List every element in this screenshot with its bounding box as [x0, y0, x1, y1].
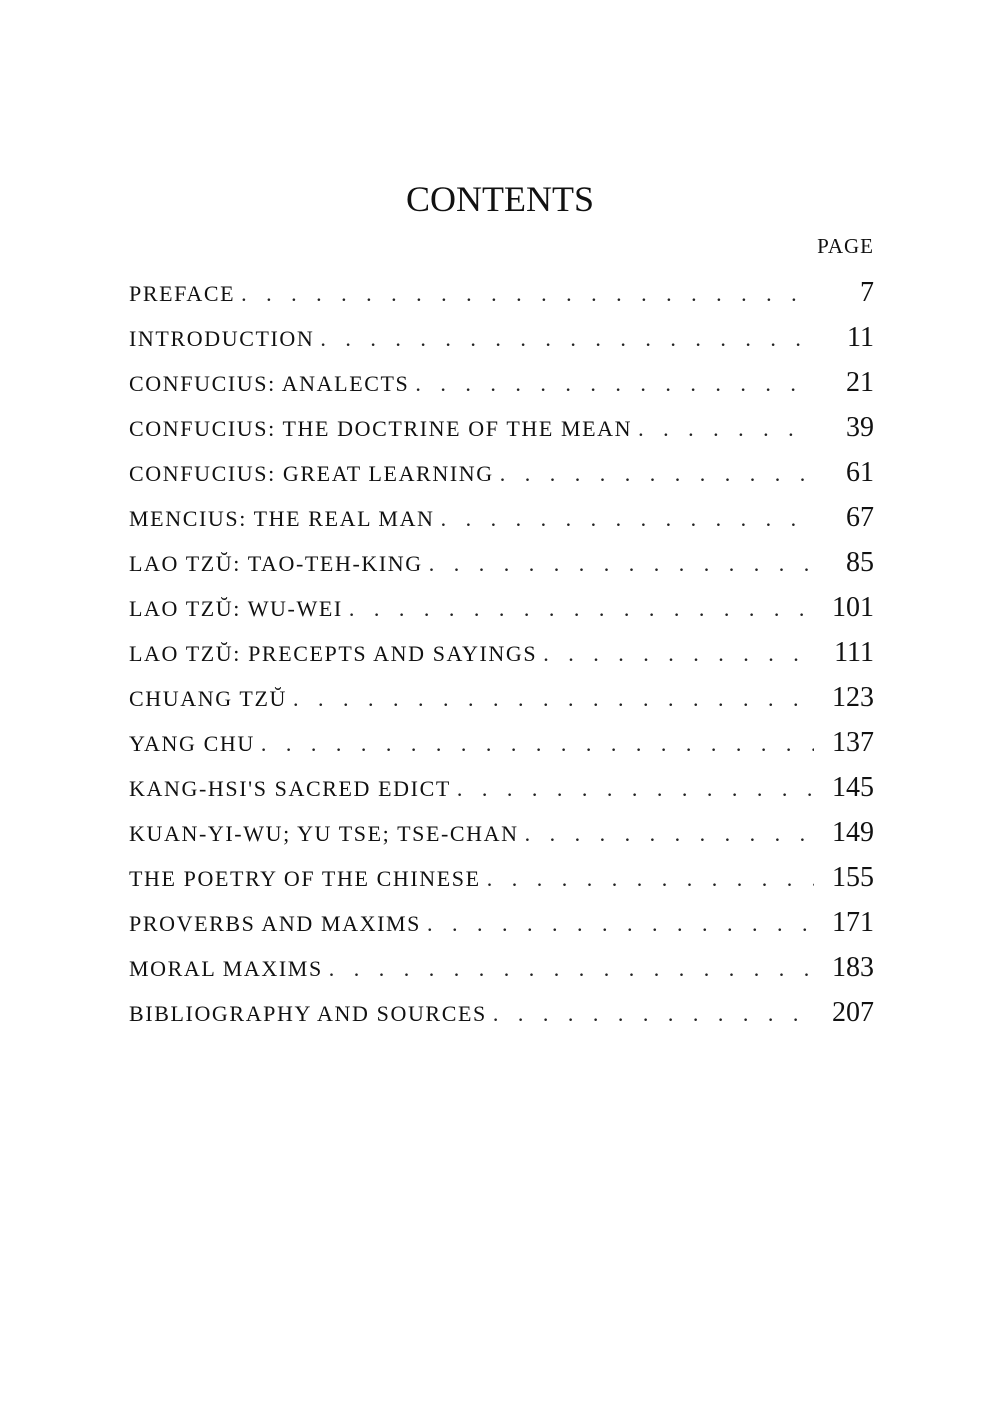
toc-entry-page: 145 — [832, 772, 874, 803]
toc-entry-introduction — [129, 315, 874, 360]
toc-entry-wu-wei — [129, 585, 874, 630]
dot-leader — [451, 766, 814, 811]
toc-entry-title: CONFUCIUS: GREAT LEARNING — [129, 461, 494, 486]
toc-entry-real-man — [129, 495, 874, 540]
dot-leader — [314, 316, 814, 361]
toc-entry-page: 183 — [832, 952, 874, 983]
page-column-label: PAGE — [817, 234, 874, 258]
dot-leader — [494, 451, 814, 496]
toc-entry-title: CHUANG TZŬ — [129, 686, 287, 711]
toc-entry-page: 171 — [832, 907, 874, 938]
dot-leader — [481, 856, 814, 901]
toc-entry-title: BIBLIOGRAPHY AND SOURCES — [129, 1001, 487, 1026]
toc-entry-great-learning — [129, 450, 874, 495]
toc-entry-title: MENCIUS: THE REAL MAN — [129, 506, 435, 531]
toc-entry-bibliography — [129, 990, 874, 1035]
toc-entry-title: KUAN-YI-WU; YU TSE; TSE-CHAN — [129, 821, 519, 846]
dot-leader — [323, 946, 814, 991]
dot-leader — [255, 721, 814, 766]
toc-entry-page: 11 — [847, 322, 874, 353]
toc-entry-page: 155 — [832, 862, 874, 893]
toc-entry-kuan-yi-wu — [129, 810, 874, 855]
toc-entry-page: 111 — [834, 637, 874, 668]
toc-entry-title: LAO TZŬ: TAO-TEH-KING — [129, 551, 423, 576]
dot-leader — [537, 631, 814, 676]
dot-leader — [632, 406, 814, 451]
toc-entry-title: CONFUCIUS: ANALECTS — [129, 371, 410, 396]
toc-entry-page: 207 — [832, 997, 874, 1028]
toc-entry-yang-chu — [129, 720, 874, 765]
toc-entry-title: YANG CHU — [129, 731, 255, 756]
toc-entry-title: LAO TZŬ: PRECEPTS AND SAYINGS — [129, 641, 538, 666]
toc-entry-sacred-edict — [129, 765, 874, 810]
dot-leader — [487, 991, 814, 1036]
toc-entry-page: 137 — [832, 727, 874, 758]
toc-entry-title: PREFACE — [129, 281, 236, 306]
toc-entry-title: PROVERBS AND MAXIMS — [129, 911, 422, 936]
toc-entry-preface — [129, 270, 874, 315]
toc-entry-page: 21 — [846, 367, 874, 398]
toc-entry-poetry-of-the-chinese — [129, 855, 874, 900]
toc-entry-doctrine-of-the-mean — [129, 405, 874, 450]
dot-leader — [423, 541, 814, 586]
toc-entry-page: 39 — [846, 412, 874, 443]
toc-entry-page: 85 — [846, 547, 874, 578]
toc-entry-page: 123 — [832, 682, 874, 713]
dot-leader — [435, 496, 814, 541]
toc-entry-title: LAO TZŬ: WU-WEI — [129, 596, 343, 621]
toc-entry-title: INTRODUCTION — [129, 326, 315, 351]
toc-entry-chuang-tzu — [129, 675, 874, 720]
toc-entry-page: 101 — [832, 592, 874, 623]
toc-entry-page: 7 — [860, 277, 874, 308]
toc-entry-title: MORAL MAXIMS — [129, 956, 323, 981]
contents-heading: CONTENTS — [406, 179, 594, 219]
dot-leader — [421, 901, 814, 946]
table-of-contents — [129, 270, 874, 1035]
toc-entry-proverbs-and-maxims — [129, 900, 874, 945]
toc-entry-precepts-and-sayings — [129, 630, 874, 675]
dot-leader — [519, 811, 814, 856]
dot-leader — [287, 676, 814, 721]
toc-entry-title: CONFUCIUS: THE DOCTRINE OF THE MEAN — [129, 416, 633, 441]
dot-leader — [343, 586, 814, 631]
toc-entry-page: 67 — [846, 502, 874, 533]
toc-entry-analects — [129, 360, 874, 405]
toc-entry-page: 61 — [846, 457, 874, 488]
dot-leader — [235, 271, 814, 316]
toc-entry-page: 149 — [832, 817, 874, 848]
toc-entry-moral-maxims — [129, 945, 874, 990]
dot-leader — [409, 361, 814, 406]
toc-entry-title: KANG-HSI'S SACRED EDICT — [129, 776, 451, 801]
toc-entry-tao-teh-king — [129, 540, 874, 585]
toc-entry-title: THE POETRY OF THE CHINESE — [129, 866, 481, 891]
